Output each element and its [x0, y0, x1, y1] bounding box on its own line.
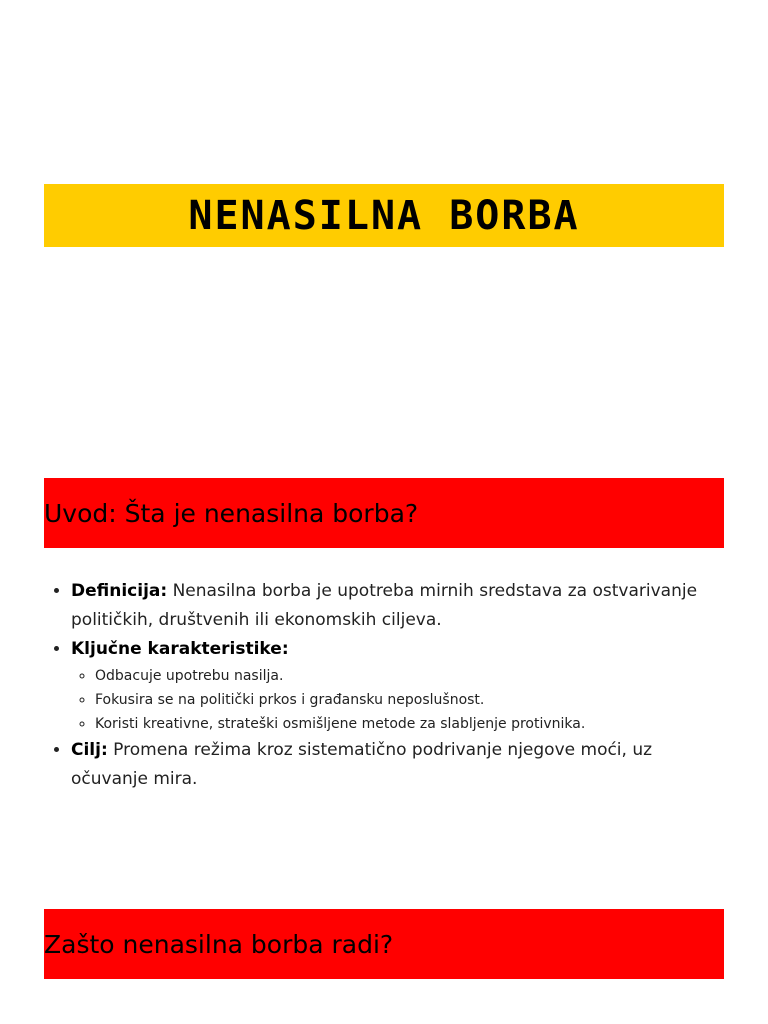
definition-text: Nenasilna borba je upotreba mirnih sredstava za ostvarivanje političkih, društvenih ili ekonomskih ciljeva.: [71, 581, 698, 630]
characteristics-label: Ključne karakteristike:: [71, 639, 289, 659]
list-item-characteristics: [71, 635, 724, 736]
section-heading-intro: Uvod: Šta je nenasilna borba?: [44, 498, 419, 528]
section-heading-why: Zašto nenasilna borba radi?: [44, 929, 394, 959]
sub-list-item: ◦ Fokusira se na politički prkos i građansku neposlušnost.: [95, 688, 724, 712]
characteristics-sublist: [71, 664, 724, 736]
sub-list-item: ◦ Odbacuje upotrebu nasilja.: [95, 664, 724, 688]
title-banner: [44, 184, 724, 247]
section-banner-why: [44, 909, 724, 979]
page-title: NENASILNA BORBA: [188, 192, 580, 239]
definition-label: Definicija:: [71, 581, 168, 601]
section-banner-intro: [44, 478, 724, 548]
goal-text: Promena režima kroz sistematično podrivanje njegove moći, uz očuvanje mira.: [71, 740, 653, 789]
list-item-goal: [71, 736, 724, 794]
goal-label: Cilj:: [71, 740, 108, 760]
sub-list-item: ◦ Koristi kreativne, strateški osmišljene metode za slabljenje protivnika.: [95, 712, 724, 736]
intro-bullet-list: [44, 577, 724, 794]
list-item-definition: [71, 577, 724, 635]
